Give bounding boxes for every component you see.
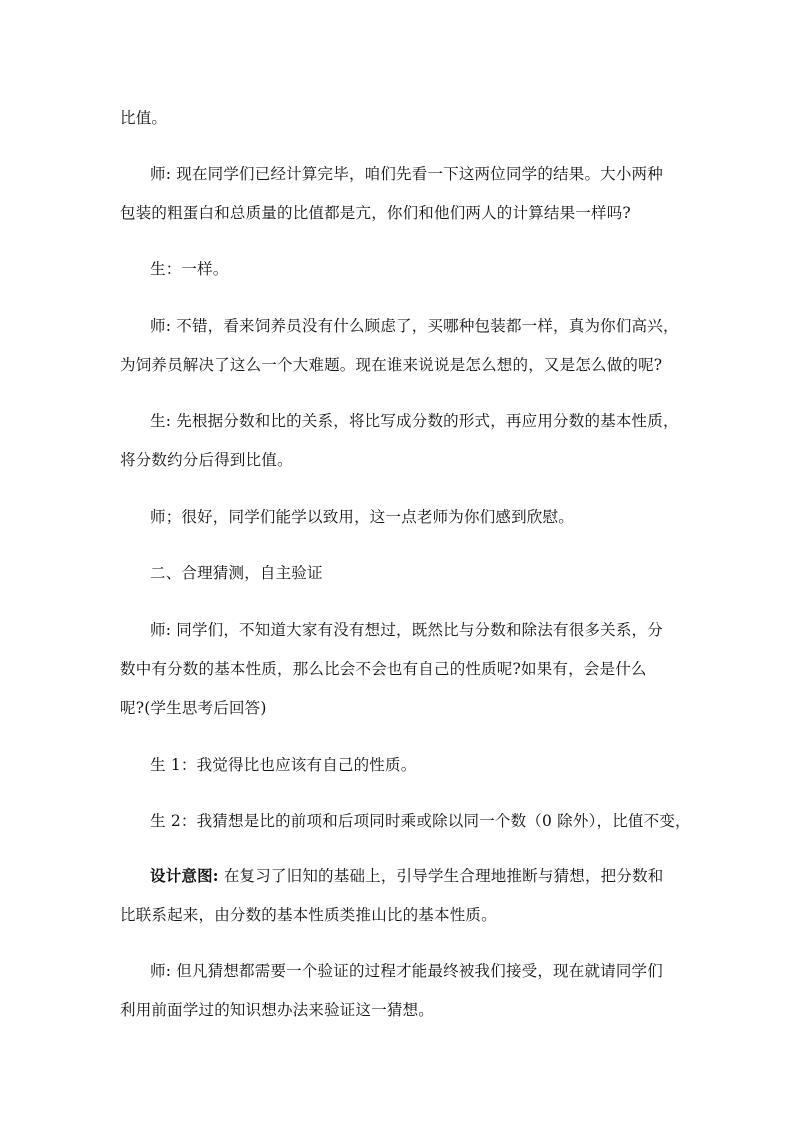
design-intent-label: 设计意图: [150,866,219,885]
paragraph-4-line-2: 为饲养员解决了这么一个大难题。现在谁来说说是怎么想的，又是怎么做的呢? [120,356,663,374]
paragraph-11-line-2: 比联系起来，由分数的基本性质类推山比的基本性质。 [120,906,497,924]
paragraph-8-line-1: 师: 同学们，不知道大家有没有想过，既然比与分数和除法有很多关系，分 [150,621,663,639]
paragraph-12-line-2: 利用前面学过的知识想办法来验证这一猜想。 [120,1001,435,1019]
paragraph-9-line-1: 生 1：我觉得比也应该有自己的性质。 [150,756,417,774]
paragraph-2-line-2: 包装的粗蛋白和总质量的比值都是亢，你们和他们两人的计算结果一样吗? [120,204,631,222]
paragraph-8-line-3: 呢?(学生思考后回答) [120,699,267,717]
paragraph-11-line-1 [150,866,680,886]
paragraph-6-line-1: 师；很好，同学们能学以致用，这一点老师为你们感到欣慰。 [150,508,574,526]
paragraph-2-line-1: 师: 现在同学们已经计算完毕，咱们先看一下这两位同学的结果。大小两种 [150,165,663,183]
design-intent-text: 在复习了旧知的基础上，引导学生合理地推断与猜想，把分数和 [218,867,664,885]
paragraph-8-line-2: 数中有分数的基本性质，那么比会不会也有自己的性质呢?如果有，会是什么 [120,660,647,678]
paragraph-12-line-1: 师: 但凡猜想都需要一个验证的过程才能最终被我们接受，现在就请同学们 [150,962,663,980]
paragraph-4-line-1: 师: 不错，看来饲养员没有什么顾虑了，买哪种包装都一样，真为你们高兴， [150,317,679,335]
paragraph-5-line-2: 将分数约分后得到比值。 [120,451,293,469]
paragraph-1-line-1: 比值。 [120,109,168,127]
paragraph-3-line-1: 生：一样。 [150,260,229,278]
section-heading: 二、合理猜测，自主验证 [150,564,323,582]
paragraph-10-line-1: 生 2：我猜想是比的前项和后项同时乘或除以同一个数（0 除外），比值不变， [150,812,691,830]
paragraph-5-line-1: 生: 先根据分数和比的关系，将比写成分数的形式，再应用分数的基本性质， [150,412,679,430]
